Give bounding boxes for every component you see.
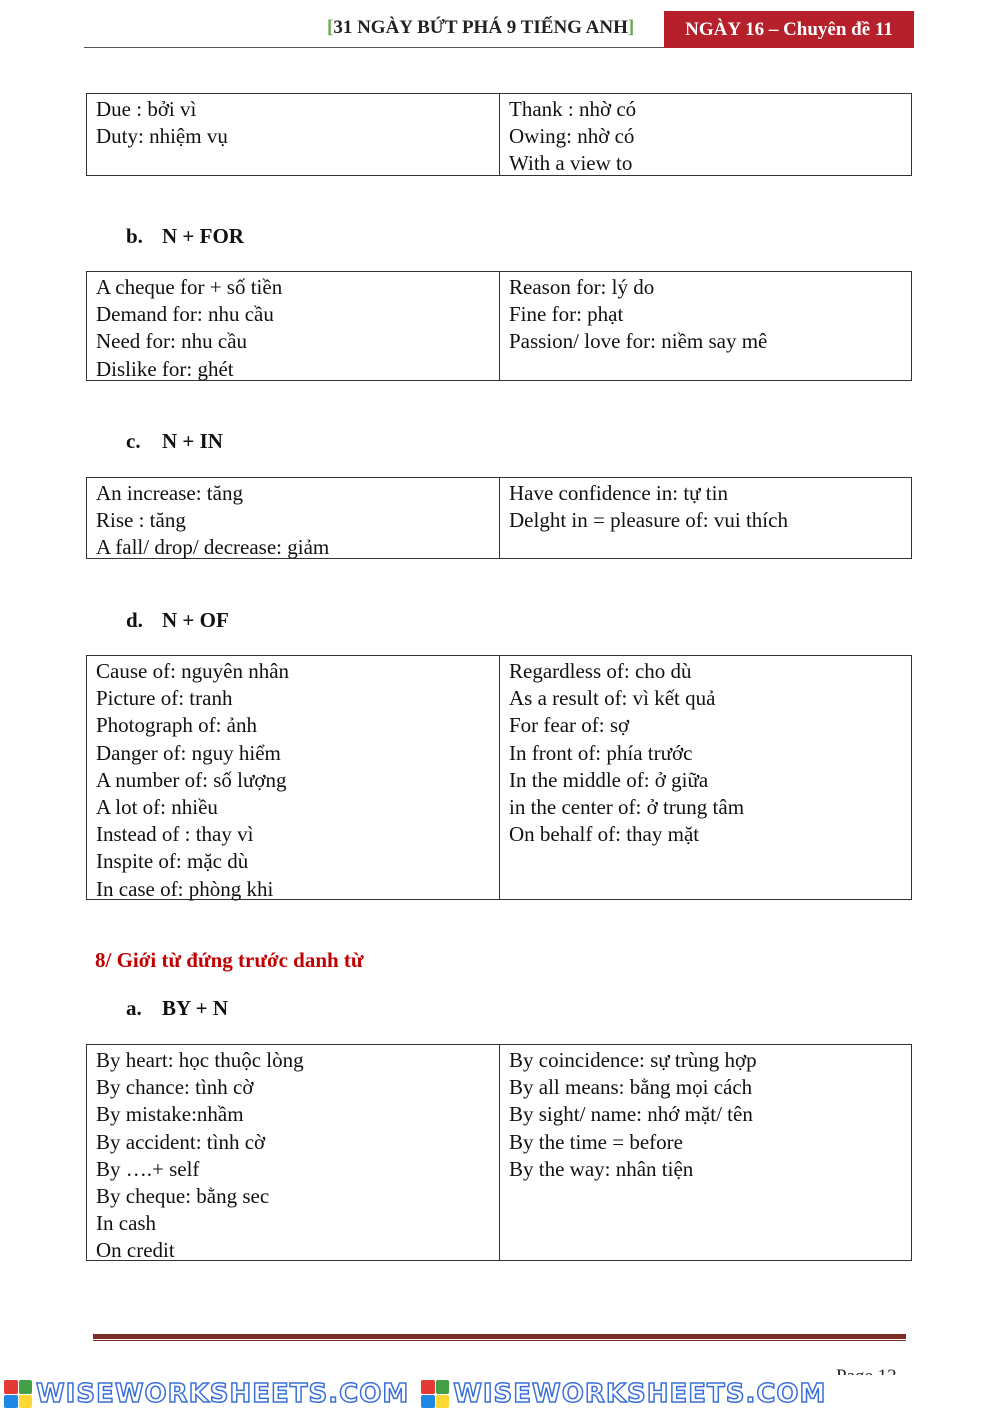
page-header [0, 0, 1000, 60]
subheading-d [126, 608, 229, 633]
table-cell: A fall/ drop/ decrease: giảm [96, 535, 330, 560]
table-cell: Need for: nhu cầu [96, 329, 248, 354]
table-a-right [499, 1045, 911, 1260]
table-cell: By all means: bằng mọi cách [509, 1075, 753, 1100]
header-day-chip: NGÀY 16 – Chuyên đề 11 [664, 11, 914, 48]
table-c-left [87, 478, 499, 558]
header-title-text: 31 NGÀY BỨT PHÁ 9 TIẾNG ANH [333, 17, 628, 38]
table-a [86, 1044, 912, 1261]
table-cell: On credit [96, 1238, 175, 1263]
table-cell: Regardless of: cho dù [509, 659, 692, 683]
table-cell: Due : bởi vì [96, 97, 197, 121]
table-b [86, 271, 912, 381]
table-cell: By coincidence: sự trùng hợp [509, 1048, 757, 1072]
table-cell: An increase: tăng [96, 481, 243, 505]
header-title [327, 17, 634, 39]
table-cell: Picture of: tranh [96, 686, 233, 711]
watermark [421, 1379, 826, 1409]
table-b-left [87, 272, 499, 380]
table-cell: In front of: phía trước [509, 740, 693, 765]
subheading-letter: b. [126, 224, 143, 248]
header-divider [84, 47, 664, 48]
section-8-title: 8/ Giới từ đứng trước danh từ [95, 948, 364, 972]
wiseworksheets-logo-icon [4, 1380, 32, 1408]
table-cell: Rise : tăng [96, 508, 186, 533]
table-c [86, 477, 912, 559]
watermark-banner [0, 1375, 1000, 1413]
table-cell: Demand for: nhu cầu [96, 302, 274, 327]
footer-divider-thin [93, 1340, 906, 1341]
table-cell: Thank : nhờ có [509, 97, 637, 121]
wiseworksheets-logo-icon [421, 1380, 449, 1408]
watermark [4, 1379, 409, 1409]
table-cell: Delght in = pleasure of: vui thích [509, 508, 788, 533]
table-cell: By cheque: bằng sec [96, 1184, 270, 1209]
subheading-b [126, 224, 244, 249]
subheading-c [126, 429, 223, 454]
table-top-left [87, 94, 499, 175]
table-cell: As a result of: vì kết quả [509, 686, 716, 711]
table-cell: Fine for: phạt [509, 302, 624, 327]
table-a-left [87, 1045, 499, 1263]
table-cell: By chance: tình cờ [96, 1075, 254, 1100]
subheading-title: N + FOR [162, 224, 244, 248]
table-cell: In cash [96, 1211, 157, 1236]
subheading-letter: d. [126, 608, 143, 632]
table-cell: With a view to [509, 151, 633, 176]
table-cell: A number of: số lượng [96, 767, 287, 792]
table-b-right [499, 272, 911, 380]
subheading-title: N + IN [162, 429, 223, 453]
table-d-right [499, 656, 911, 899]
table-cell: In the middle of: ở giữa [509, 767, 709, 792]
table-d [86, 655, 912, 900]
table-cell: Passion/ love for: niềm say mê [509, 329, 768, 354]
table-cell: Instead of : thay vì [96, 822, 254, 847]
subheading-a [126, 996, 228, 1021]
table-top [86, 93, 912, 176]
table-cell: By heart: học thuộc lòng [96, 1048, 304, 1072]
header-bracket-open: [ [327, 17, 334, 38]
table-cell: By the time = before [509, 1129, 683, 1154]
watermark-text: WISEWORKSHEETS.COM [36, 1379, 410, 1409]
table-cell: Have confidence in: tự tin [509, 481, 728, 505]
footer-divider [93, 1334, 906, 1339]
table-cell: By sight/ name: nhớ mặt/ tên [509, 1102, 753, 1127]
subheading-title: BY + N [162, 996, 229, 1020]
table-cell: On behalf of: thay mặt [509, 822, 700, 847]
header-bracket-close: ] [627, 17, 635, 38]
table-cell: in the center of: ở trung tâm [509, 795, 745, 820]
table-cell: Reason for: lý do [509, 275, 655, 299]
table-cell: Inspite of: mặc dù [96, 849, 249, 874]
table-d-left [87, 656, 499, 899]
table-top-right [499, 94, 911, 175]
table-cell: For fear of: sợ [509, 713, 630, 738]
subheading-letter: c. [126, 429, 141, 453]
table-cell: By mistake:nhầm [96, 1102, 244, 1127]
table-cell: By ….+ self [96, 1156, 200, 1181]
table-cell: Duty: nhiệm vụ [96, 124, 228, 149]
watermark-text: WISEWORKSHEETS.COM [453, 1379, 827, 1409]
table-cell: In case of: phòng khi [96, 876, 274, 901]
table-cell: Danger of: nguy hiểm [96, 740, 281, 765]
table-c-right [499, 478, 911, 558]
subheading-letter: a. [126, 996, 142, 1020]
table-cell: Owing: nhờ có [509, 124, 635, 149]
subheading-title: N + OF [162, 608, 229, 632]
table-cell: Photograph of: ảnh [96, 713, 257, 738]
table-cell: A cheque for + số tiền [96, 275, 283, 299]
table-cell: Cause of: nguyên nhân [96, 659, 290, 683]
table-cell: By accident: tình cờ [96, 1129, 266, 1154]
table-cell: A lot of: nhiều [96, 795, 218, 820]
table-cell: By the way: nhân tiện [509, 1156, 694, 1181]
table-cell: Dislike for: ghét [96, 356, 234, 381]
